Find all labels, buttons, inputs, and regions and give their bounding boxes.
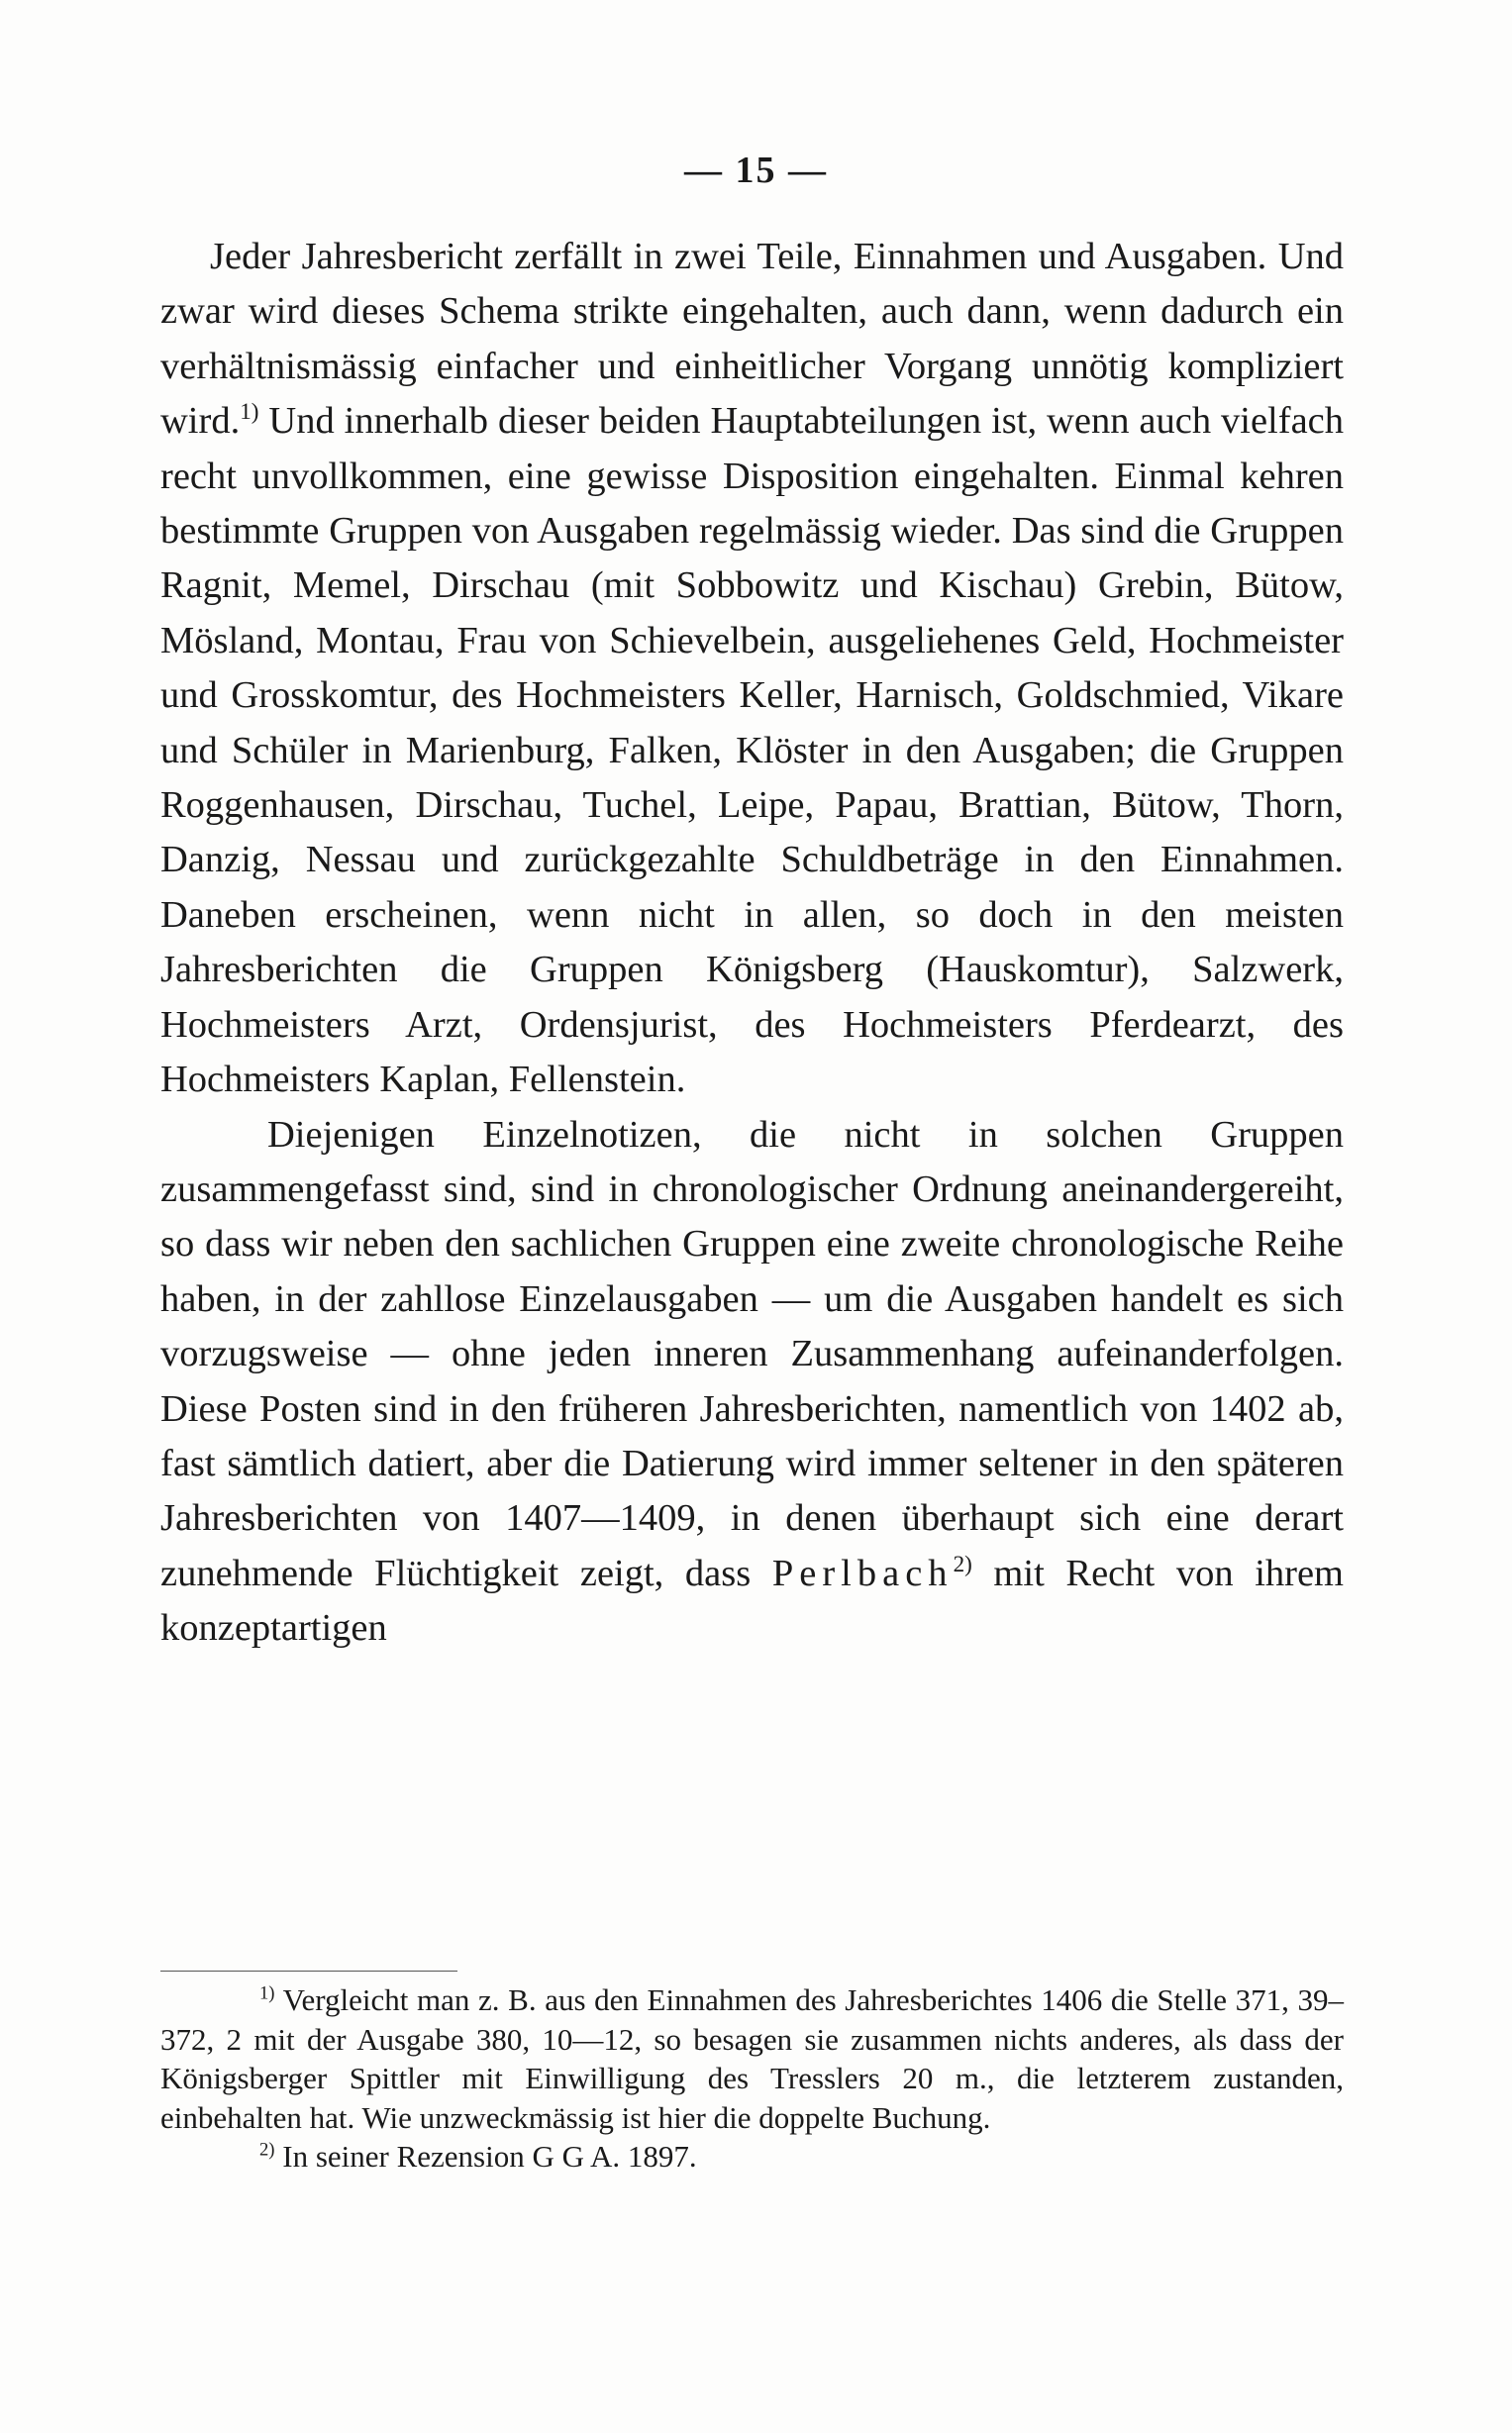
footnote-2-marker: 2) [259,2139,275,2161]
paragraph-2-text-cont: mit Recht von ihrem konzeptartigen [160,1552,1344,1650]
paragraph-1 [160,230,1344,1108]
main-text [160,230,1344,1657]
footnote-ref-2: 2) [953,1550,972,1576]
author-name: Perlbach [771,1552,954,1594]
footnote-1-text: Vergleicht man z. B. aus den Einnahmen des Jahresberichtes 1406 die Stelle 371, 39–372, 2 mit der Ausgabe 380, 10—12, so besagen sie zusammen nichts anderes, als dass der Königsberger Spittler mit Einwilligung des Tresslers 20 m., die letzterem zustanden, einbehalten hat. Wie unzweckmässig ist hier die doppelte Buchung. [160,1982,1344,2135]
footnotes [160,1980,1344,2177]
paragraph-1-text-cont: Und innerhalb dieser beiden Hauptabteilungen ist, wenn auch vielfach recht unvollkommen, eine gewisse Disposition eingehalten. Einmal kehren bestimmte Gruppen von Ausgaben regelmässig wieder. Das sind die Gruppen Ragnit, Memel, Dirschau (mit Sobbowitz und Kischau) Grebin, Bütow, Mösland, Montau, Frau von Schievelbein, ausgeliehenes Geld, Hochmeister und Grosskomtur, des Hochmeisters Keller, Harnisch, Goldschmied, Vikare und Schüler in Marienburg, Falken, Klöster in den Ausgaben; die Gruppen Roggenhausen, Dirschau, Tuchel, Leipe, Papau, Brattian, Bütow, Thorn, Danzig, Nessau und zurückgezahlte Schuldbeträge in den Einnahmen. Daneben erscheinen, wenn nicht in allen, so doch in den meisten Jahresberichten die Gruppen Königsberg (Hauskomtur), Salzwerk, Hochmeisters Arzt, Ordensjurist, des Hochmeisters Pferdearzt, des Hochmeisters Kaplan, Fellenstein. [160,400,1344,1101]
footnote-divider [160,1971,457,1972]
footnote-1 [160,1980,1344,2137]
paragraph-1-text: Jeder Jahresbericht zerfällt in zwei Teile, Einnahmen und Ausgaben. Und zwar wird dieses Schema strikte eingehalten, auch dann, wenn dadurch ein verhältnismässig einfacher und einheitlicher Vorgang unnötig kompliziert wird. [160,236,1344,443]
paragraph-2-text: Diejenigen Einzelnotizen, die nicht in solchen Gruppen zusammengefasst sind, sind in chronologischer Ordnung aneinandergereiht, so dass wir neben den sachlichen Gruppen eine zweite chronologische Reihe haben, in der zahllose Einzelausgaben — um die Ausgaben handelt es sich vorzugsweise — ohne jeden inneren Zusammenhang aufeinanderfolgen. Diese Posten sind in den früheren Jahresberichten, namentlich von 1402 ab, fast sämtlich datiert, aber die Datierung wird immer seltener in den späteren Jahresberichten von 1407—1409, in denen überhaupt sich eine derart zunehmende Flüchtigkeit zeigt, dass [160,1113,1344,1594]
footnote-ref-1: 1) [240,398,259,425]
page-number: — 15 — [684,150,828,191]
paragraph-2 [160,1108,1344,1657]
footnote-1-marker: 1) [259,1982,275,2004]
footnote-2 [160,2137,1344,2177]
footnote-2-text: In seiner Rezension G G A. 1897. [274,2139,697,2174]
